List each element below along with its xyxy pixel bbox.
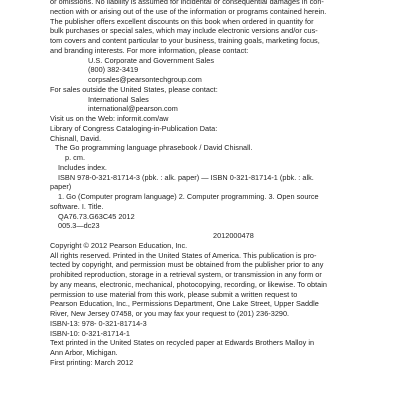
international-sales-department: International Sales	[88, 94, 149, 104]
rights-line: by any means, electronic, mechanical, photocopying, recording, or likewise. To obtain	[50, 279, 327, 289]
lccn-number: 2012000478	[213, 231, 254, 240]
body-line: or omissions. No liability is assumed for incidental or consequential damages in con-	[50, 0, 324, 6]
cip-isbn-entry: ISBN 978-0-321-81714-3 (pbk. : alk. paper) — ISBN 0-321-81714-1 (pbk. : alk.	[58, 172, 314, 182]
first-printing-date: First printing: March 2012	[50, 357, 134, 367]
rights-line: All rights reserved. Printed in the United States of America. This publication is pro-	[50, 250, 317, 260]
body-line: The publisher offers excellent discounts on this book when ordered in quantity for	[50, 16, 314, 26]
cip-call-number: QA76.73.G63C45 2012	[58, 211, 135, 221]
website-line: Visit us on the Web: informit.com/aw	[50, 114, 169, 123]
cip-subject-entry-continuation: software. I. Title.	[50, 201, 104, 211]
body-line: nection with or arising out of the use of the information or programs contained herein.	[50, 6, 327, 16]
cip-classification: 005.3—dc23	[58, 221, 100, 231]
isbn-10: ISBN-10: 0-321-81714-1	[50, 328, 130, 338]
body-line: tom covers and content particular to your business, training goals, marketing focus,	[50, 36, 320, 45]
rights-line: prohibited reproduction, storage in a retrieval system, or transmission in any form or	[50, 270, 322, 279]
isbn-13: ISBN-13: 978- 0-321-81714-3	[50, 318, 147, 328]
printing-line: Ann Arbor, Michigan.	[50, 348, 118, 357]
body-line: bulk purchases or special sales, which may include electronic versions and/or cus-	[50, 26, 318, 36]
cip-index-entry: Includes index.	[58, 162, 107, 172]
us-sales-department: U.S. Corporate and Government Sales	[88, 55, 215, 65]
us-sales-email: corpsales@pearsontechgroup.com	[88, 75, 202, 84]
us-sales-phone: (800) 382-3419	[88, 65, 139, 75]
rights-line: River, New Jersey 07458, or you may fax your request to (201) 236-3290.	[50, 309, 290, 318]
body-line: and branding interests. For more information, please contact:	[50, 45, 249, 55]
international-sales-email: international@pearson.com	[88, 104, 178, 114]
cip-subject-entry: 1. Go (Computer program language) 2. Computer programming. 3. Open source	[58, 192, 319, 201]
cip-isbn-entry-continuation: paper)	[50, 182, 72, 192]
rights-line: tected by copyright, and permission must be obtained from the publisher prior to any	[50, 260, 324, 270]
copyright-text	[50, 0, 350, 368]
rights-line: Pearson Education, Inc., Permissions Department, One Lake Street, Upper Saddle	[50, 299, 319, 309]
printing-line: Text printed in the United States on recycled paper at Edwards Brothers Malloy in	[50, 338, 315, 348]
cip-pagination-entry: p. cm.	[65, 153, 85, 162]
cip-author: Chisnall, David.	[50, 133, 102, 143]
cip-title-entry: The Go programming language phrasebook / David Chisnall.	[55, 143, 253, 153]
copyright-notice: Copyright © 2012 Pearson Education, Inc.	[50, 240, 188, 250]
rights-line: permission to use material from this work, please submit a written request to	[50, 289, 298, 299]
cip-heading: Library of Congress Cataloging-in-Publication Data:	[50, 123, 218, 133]
international-sales-intro: For sales outside the United States, please contact:	[50, 84, 218, 94]
